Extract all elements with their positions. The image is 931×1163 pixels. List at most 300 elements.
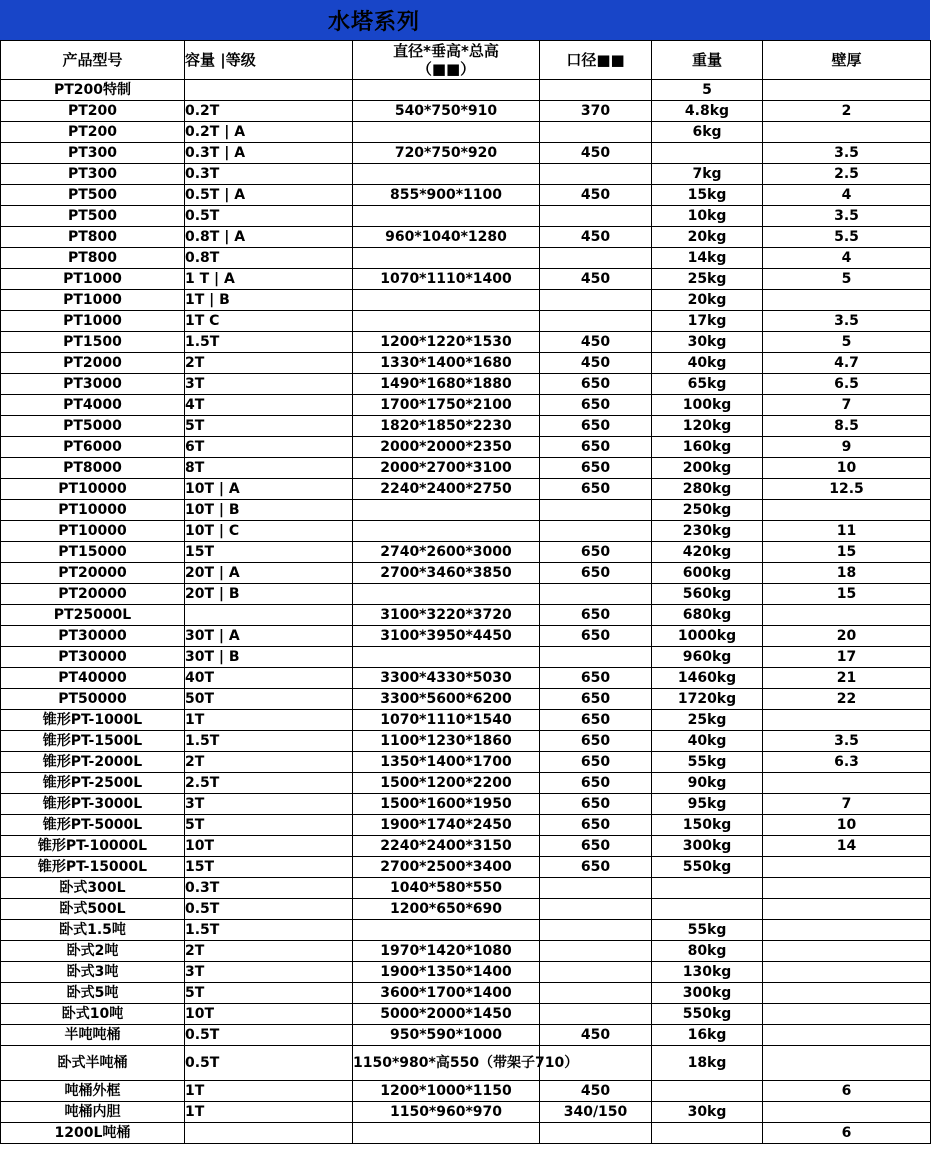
mouth-cell: 450: [540, 1025, 652, 1046]
wall-cell: 17: [763, 647, 931, 668]
dimensions-cell: [353, 584, 540, 605]
model-cell: 锥形PT-2500L: [1, 773, 185, 794]
model-cell: PT800: [1, 227, 185, 248]
weight-cell: 5: [652, 80, 763, 101]
weight-cell: 1460kg: [652, 668, 763, 689]
capacity-cell: 30T | A: [185, 626, 353, 647]
mouth-cell: 450: [540, 1081, 652, 1102]
weight-cell: 80kg: [652, 941, 763, 962]
capacity-cell: 1.5T: [185, 332, 353, 353]
wall-cell: 20: [763, 626, 931, 647]
weight-cell: 16kg: [652, 1025, 763, 1046]
weight-cell: 20kg: [652, 290, 763, 311]
mouth-cell: [540, 941, 652, 962]
mouth-cell: [540, 962, 652, 983]
weight-cell: 130kg: [652, 962, 763, 983]
dimensions-cell: 1150*980*高550（带架子710）: [353, 1046, 540, 1081]
table-row: [1, 353, 931, 374]
mouth-cell: [540, 80, 652, 101]
mouth-cell: 370: [540, 101, 652, 122]
weight-cell: 300kg: [652, 836, 763, 857]
dimensions-cell: [353, 122, 540, 143]
table-row: [1, 584, 931, 605]
wall-cell: [763, 290, 931, 311]
weight-cell: 560kg: [652, 584, 763, 605]
dimensions-cell: 1070*1110*1400: [353, 269, 540, 290]
capacity-cell: 4T: [185, 395, 353, 416]
model-cell: 锥形PT-5000L: [1, 815, 185, 836]
model-cell: 卧式2吨: [1, 941, 185, 962]
mouth-cell: [540, 206, 652, 227]
model-cell: PT10000: [1, 500, 185, 521]
model-cell: PT2000: [1, 353, 185, 374]
mouth-cell: [540, 584, 652, 605]
dimensions-cell: 1350*1400*1700: [353, 752, 540, 773]
mouth-cell: 650: [540, 479, 652, 500]
model-cell: PT40000: [1, 668, 185, 689]
table-row: [1, 416, 931, 437]
mouth-cell: 650: [540, 857, 652, 878]
table-row: [1, 500, 931, 521]
wall-cell: 6: [763, 1081, 931, 1102]
spec-table: [0, 40, 931, 1144]
table-row: [1, 437, 931, 458]
dimensions-cell: 5000*2000*1450: [353, 1004, 540, 1025]
capacity-cell: 0.5T: [185, 1046, 353, 1081]
weight-cell: 680kg: [652, 605, 763, 626]
capacity-cell: 0.8T | A: [185, 227, 353, 248]
wall-cell: [763, 1025, 931, 1046]
capacity-cell: 1T C: [185, 311, 353, 332]
model-cell: PT200: [1, 122, 185, 143]
capacity-cell: 10T: [185, 1004, 353, 1025]
weight-cell: 100kg: [652, 395, 763, 416]
wall-cell: 3.5: [763, 311, 931, 332]
model-cell: 锥形PT-1000L: [1, 710, 185, 731]
mouth-cell: 650: [540, 416, 652, 437]
model-cell: PT5000: [1, 416, 185, 437]
table-row: [1, 1004, 931, 1025]
table-row: [1, 941, 931, 962]
table-row: [1, 248, 931, 269]
model-cell: PT1000: [1, 290, 185, 311]
dimensions-cell: 950*590*1000: [353, 1025, 540, 1046]
model-cell: PT200: [1, 101, 185, 122]
dimensions-cell: 2740*2600*3000: [353, 542, 540, 563]
model-cell: PT1000: [1, 269, 185, 290]
banner: [0, 0, 930, 41]
weight-cell: [652, 878, 763, 899]
wall-cell: [763, 1004, 931, 1025]
wall-cell: 3.5: [763, 731, 931, 752]
capacity-cell: 0.3T | A: [185, 143, 353, 164]
table-row: [1, 983, 931, 1004]
weight-cell: [652, 899, 763, 920]
weight-cell: 55kg: [652, 920, 763, 941]
weight-cell: 10kg: [652, 206, 763, 227]
dimensions-cell: 1900*1740*2450: [353, 815, 540, 836]
dimensions-cell: 3300*5600*6200: [353, 689, 540, 710]
wall-cell: 5: [763, 269, 931, 290]
capacity-cell: 0.5T: [185, 1025, 353, 1046]
header-mouth: 口径■■: [540, 41, 652, 80]
table-row: [1, 626, 931, 647]
mouth-cell: 650: [540, 374, 652, 395]
dimensions-cell: 3100*3950*4450: [353, 626, 540, 647]
table-row: [1, 332, 931, 353]
capacity-cell: [185, 80, 353, 101]
wall-cell: 15: [763, 584, 931, 605]
model-cell: 卧式5吨: [1, 983, 185, 1004]
wall-cell: [763, 710, 931, 731]
model-cell: 卧式半吨桶: [1, 1046, 185, 1081]
dimensions-cell: 2000*2000*2350: [353, 437, 540, 458]
capacity-cell: 5T: [185, 815, 353, 836]
table-row: [1, 647, 931, 668]
dimensions-cell: 1490*1680*1880: [353, 374, 540, 395]
model-cell: PT20000: [1, 584, 185, 605]
model-cell: 卧式300L: [1, 878, 185, 899]
table-row: [1, 836, 931, 857]
model-cell: 锥形PT-1500L: [1, 731, 185, 752]
table-row: [1, 668, 931, 689]
wall-cell: 18: [763, 563, 931, 584]
wall-cell: 15: [763, 542, 931, 563]
wall-cell: [763, 80, 931, 101]
mouth-cell: 650: [540, 731, 652, 752]
table-row: [1, 710, 931, 731]
table-row: [1, 395, 931, 416]
capacity-cell: 1 T | A: [185, 269, 353, 290]
table-row: [1, 731, 931, 752]
wall-cell: [763, 857, 931, 878]
table-body: [1, 80, 931, 1144]
model-cell: PT4000: [1, 395, 185, 416]
table-row: [1, 1025, 931, 1046]
wall-cell: 8.5: [763, 416, 931, 437]
weight-cell: 95kg: [652, 794, 763, 815]
capacity-cell: 0.2T | A: [185, 122, 353, 143]
dimensions-cell: [353, 206, 540, 227]
wall-cell: [763, 962, 931, 983]
model-cell: PT50000: [1, 689, 185, 710]
wall-cell: 21: [763, 668, 931, 689]
dimensions-cell: [353, 164, 540, 185]
header-dimensions: 直径*垂高*总高 （■■）: [353, 41, 540, 80]
wall-cell: 11: [763, 521, 931, 542]
table-row: [1, 794, 931, 815]
weight-cell: 14kg: [652, 248, 763, 269]
model-cell: 1200L吨桶: [1, 1123, 185, 1144]
capacity-cell: 15T: [185, 542, 353, 563]
weight-cell: 600kg: [652, 563, 763, 584]
header-capacity: 容量 |等级: [185, 41, 353, 80]
capacity-cell: 10T: [185, 836, 353, 857]
header-model: 产品型号: [1, 41, 185, 80]
model-cell: PT800: [1, 248, 185, 269]
capacity-cell: 0.3T: [185, 164, 353, 185]
mouth-cell: 450: [540, 353, 652, 374]
dimensions-cell: 1500*1600*1950: [353, 794, 540, 815]
dimensions-cell: 2000*2700*3100: [353, 458, 540, 479]
wall-cell: [763, 983, 931, 1004]
dimensions-cell: 3600*1700*1400: [353, 983, 540, 1004]
wall-cell: [763, 1046, 931, 1081]
capacity-cell: 3T: [185, 962, 353, 983]
table-row: [1, 185, 931, 206]
mouth-cell: 650: [540, 542, 652, 563]
mouth-cell: [540, 164, 652, 185]
table-row: [1, 227, 931, 248]
dimensions-cell: [353, 521, 540, 542]
dimensions-cell: 1070*1110*1540: [353, 710, 540, 731]
capacity-cell: 5T: [185, 983, 353, 1004]
capacity-cell: 0.5T: [185, 899, 353, 920]
capacity-cell: 8T: [185, 458, 353, 479]
wall-cell: [763, 773, 931, 794]
dimensions-cell: [353, 248, 540, 269]
dimensions-cell: [353, 920, 540, 941]
mouth-cell: 340/150: [540, 1102, 652, 1123]
weight-cell: 420kg: [652, 542, 763, 563]
table-row: [1, 752, 931, 773]
model-cell: 卧式10吨: [1, 1004, 185, 1025]
table-row: [1, 1123, 931, 1144]
capacity-cell: 15T: [185, 857, 353, 878]
wall-cell: 7: [763, 395, 931, 416]
model-cell: PT30000: [1, 647, 185, 668]
table-row: [1, 563, 931, 584]
dimensions-cell: 1900*1350*1400: [353, 962, 540, 983]
weight-cell: 200kg: [652, 458, 763, 479]
table-row: [1, 962, 931, 983]
mouth-cell: 450: [540, 185, 652, 206]
wall-cell: [763, 500, 931, 521]
capacity-cell: 3T: [185, 374, 353, 395]
dimensions-cell: 1500*1200*2200: [353, 773, 540, 794]
wall-cell: [763, 878, 931, 899]
wall-cell: 12.5: [763, 479, 931, 500]
dimensions-cell: 1040*580*550: [353, 878, 540, 899]
capacity-cell: 0.5T: [185, 206, 353, 227]
dimensions-cell: 2240*2400*3150: [353, 836, 540, 857]
mouth-cell: [540, 122, 652, 143]
dimensions-cell: 3300*4330*5030: [353, 668, 540, 689]
weight-cell: 550kg: [652, 857, 763, 878]
mouth-cell: 650: [540, 437, 652, 458]
mouth-cell: [540, 500, 652, 521]
model-cell: 吨桶内胆: [1, 1102, 185, 1123]
dimensions-cell: 855*900*1100: [353, 185, 540, 206]
mouth-cell: 650: [540, 395, 652, 416]
capacity-cell: 1T: [185, 710, 353, 731]
capacity-cell: 1T: [185, 1102, 353, 1123]
table-row: [1, 122, 931, 143]
weight-cell: 65kg: [652, 374, 763, 395]
capacity-cell: 3T: [185, 794, 353, 815]
capacity-cell: 1.5T: [185, 920, 353, 941]
dimensions-cell: 1100*1230*1860: [353, 731, 540, 752]
dimensions-cell: 960*1040*1280: [353, 227, 540, 248]
model-cell: 锥形PT-15000L: [1, 857, 185, 878]
weight-cell: 25kg: [652, 269, 763, 290]
table-row: [1, 311, 931, 332]
model-cell: PT500: [1, 206, 185, 227]
weight-cell: 7kg: [652, 164, 763, 185]
mouth-cell: 450: [540, 143, 652, 164]
capacity-cell: 10T | B: [185, 500, 353, 521]
table-row: [1, 206, 931, 227]
dimensions-cell: 2240*2400*2750: [353, 479, 540, 500]
wall-cell: 9: [763, 437, 931, 458]
weight-cell: 280kg: [652, 479, 763, 500]
model-cell: 锥形PT-10000L: [1, 836, 185, 857]
capacity-cell: [185, 1123, 353, 1144]
dimensions-cell: 720*750*920: [353, 143, 540, 164]
weight-cell: 17kg: [652, 311, 763, 332]
model-cell: PT1500: [1, 332, 185, 353]
table-row: [1, 920, 931, 941]
weight-cell: 150kg: [652, 815, 763, 836]
wall-cell: 7: [763, 794, 931, 815]
header-row: [1, 41, 931, 80]
dimensions-cell: 1820*1850*2230: [353, 416, 540, 437]
weight-cell: [652, 1123, 763, 1144]
page-title: 水塔系列: [328, 10, 421, 35]
weight-cell: [652, 143, 763, 164]
dimensions-cell: 1700*1750*2100: [353, 395, 540, 416]
model-cell: PT20000: [1, 563, 185, 584]
weight-cell: 160kg: [652, 437, 763, 458]
table-row: [1, 101, 931, 122]
table-row: [1, 1046, 931, 1081]
mouth-cell: 650: [540, 458, 652, 479]
mouth-cell: [540, 878, 652, 899]
header-wall: 壁厚: [763, 41, 931, 80]
wall-cell: 5.5: [763, 227, 931, 248]
wall-cell: [763, 899, 931, 920]
dimensions-cell: 1200*650*690: [353, 899, 540, 920]
model-cell: 锥形PT-2000L: [1, 752, 185, 773]
wall-cell: 4.7: [763, 353, 931, 374]
model-cell: PT30000: [1, 626, 185, 647]
wall-cell: [763, 605, 931, 626]
weight-cell: 40kg: [652, 353, 763, 374]
model-cell: PT10000: [1, 521, 185, 542]
dimensions-cell: 540*750*910: [353, 101, 540, 122]
table-row: [1, 458, 931, 479]
model-cell: PT15000: [1, 542, 185, 563]
model-cell: PT25000L: [1, 605, 185, 626]
wall-cell: 3.5: [763, 143, 931, 164]
capacity-cell: 5T: [185, 416, 353, 437]
table-row: [1, 1102, 931, 1123]
table-row: [1, 269, 931, 290]
wall-cell: 22: [763, 689, 931, 710]
model-cell: 锥形PT-3000L: [1, 794, 185, 815]
mouth-cell: [540, 290, 652, 311]
wall-cell: 10: [763, 458, 931, 479]
model-cell: PT500: [1, 185, 185, 206]
weight-cell: 550kg: [652, 1004, 763, 1025]
model-cell: PT10000: [1, 479, 185, 500]
wall-cell: 2: [763, 101, 931, 122]
table-row: [1, 878, 931, 899]
weight-cell: 40kg: [652, 731, 763, 752]
table-row: [1, 815, 931, 836]
weight-cell: 250kg: [652, 500, 763, 521]
capacity-cell: 2T: [185, 941, 353, 962]
mouth-cell: 650: [540, 563, 652, 584]
capacity-cell: 1T: [185, 1081, 353, 1102]
table-row: [1, 374, 931, 395]
mouth-cell: 650: [540, 815, 652, 836]
wall-cell: 14: [763, 836, 931, 857]
mouth-cell: [540, 248, 652, 269]
mouth-cell: 450: [540, 332, 652, 353]
wall-cell: [763, 941, 931, 962]
dimensions-cell: 1200*1000*1150: [353, 1081, 540, 1102]
wall-cell: 4: [763, 185, 931, 206]
weight-cell: 25kg: [652, 710, 763, 731]
capacity-cell: 1T | B: [185, 290, 353, 311]
capacity-cell: 30T | B: [185, 647, 353, 668]
model-cell: PT200特制: [1, 80, 185, 101]
weight-cell: 960kg: [652, 647, 763, 668]
table-row: [1, 1081, 931, 1102]
weight-cell: 20kg: [652, 227, 763, 248]
weight-cell: 120kg: [652, 416, 763, 437]
wall-cell: 6.5: [763, 374, 931, 395]
mouth-cell: 650: [540, 689, 652, 710]
table-row: [1, 290, 931, 311]
table-row: [1, 899, 931, 920]
mouth-cell: 650: [540, 605, 652, 626]
dimensions-cell: 1200*1220*1530: [353, 332, 540, 353]
table-row: [1, 542, 931, 563]
table-row: [1, 143, 931, 164]
mouth-cell: 650: [540, 710, 652, 731]
wall-cell: 3.5: [763, 206, 931, 227]
dimensions-cell: [353, 80, 540, 101]
dimensions-cell: 1150*960*970: [353, 1102, 540, 1123]
capacity-cell: 1.5T: [185, 731, 353, 752]
mouth-cell: 650: [540, 773, 652, 794]
weight-cell: 1720kg: [652, 689, 763, 710]
dimensions-cell: [353, 311, 540, 332]
capacity-cell: 50T: [185, 689, 353, 710]
mouth-cell: 650: [540, 752, 652, 773]
capacity-cell: 2T: [185, 353, 353, 374]
dimensions-cell: [353, 647, 540, 668]
model-cell: PT6000: [1, 437, 185, 458]
mouth-cell: 650: [540, 836, 652, 857]
mouth-cell: [540, 647, 652, 668]
capacity-cell: 0.5T | A: [185, 185, 353, 206]
model-cell: 吨桶外框: [1, 1081, 185, 1102]
mouth-cell: 450: [540, 269, 652, 290]
dimensions-cell: 3100*3220*3720: [353, 605, 540, 626]
weight-cell: 4.8kg: [652, 101, 763, 122]
capacity-cell: 10T | A: [185, 479, 353, 500]
mouth-cell: [540, 311, 652, 332]
table-row: [1, 857, 931, 878]
capacity-cell: 6T: [185, 437, 353, 458]
weight-cell: [652, 1081, 763, 1102]
weight-cell: 230kg: [652, 521, 763, 542]
wall-cell: 10: [763, 815, 931, 836]
mouth-cell: [540, 1123, 652, 1144]
